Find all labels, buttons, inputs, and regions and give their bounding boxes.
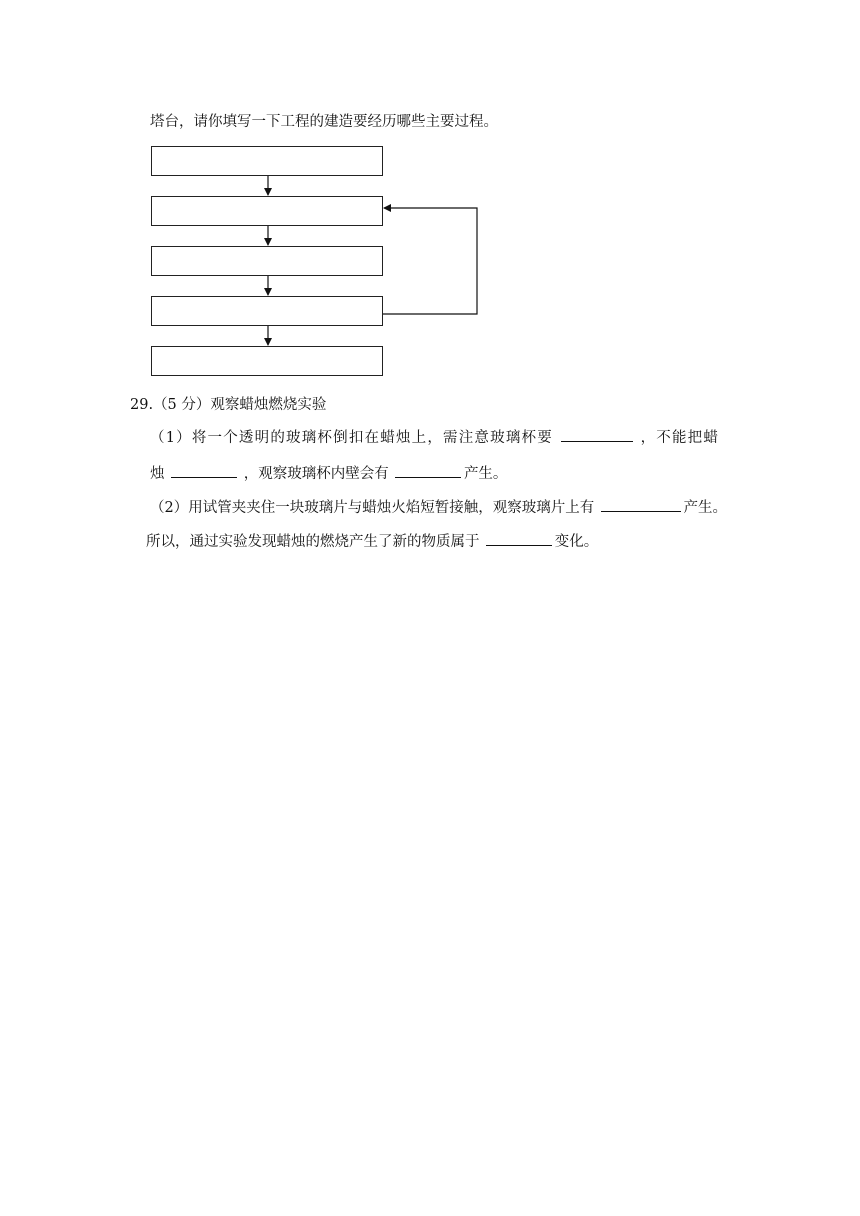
question-29-part1-line2 <box>150 463 507 484</box>
flowchart-box-4 <box>151 296 383 326</box>
flowchart-box-2 <box>151 196 383 226</box>
part2-text-d: 变化。 <box>554 534 599 550</box>
answer-blank-5[interactable] <box>486 531 552 546</box>
part2-text-a: （2）用试管夹夹住一块玻璃片与蜡烛火焰短暂接触，观察玻璃片上有 <box>150 500 595 516</box>
answer-blank-1[interactable] <box>561 427 633 442</box>
intro-text: 塔台，请你填写一下工程的建造要经历哪些主要过程。 <box>150 114 498 130</box>
answer-blank-3[interactable] <box>395 463 461 478</box>
flowchart-box-3 <box>151 246 383 276</box>
answer-blank-2[interactable] <box>171 463 237 478</box>
flowchart-box-5 <box>151 346 383 376</box>
flowchart-arrows <box>0 0 860 400</box>
flowchart-box-1 <box>151 146 383 176</box>
part1-text-e: 产生。 <box>463 466 508 482</box>
part1-text-a: （1）将一个透明的玻璃杯倒扣在蜡烛上，需注意玻璃杯要 <box>150 430 553 446</box>
part1-text-b: ，不能把蜡 <box>640 430 720 446</box>
question-29-part2-line2 <box>146 531 598 552</box>
answer-blank-4[interactable] <box>601 497 681 512</box>
part2-text-c: 所以，通过实验发现蜡烛的燃烧产生了新的物质属于 <box>146 534 480 550</box>
part1-text-c: 烛 <box>150 466 165 482</box>
question-29-part2-line1 <box>150 497 727 518</box>
question-29-part1-line1 <box>150 427 719 448</box>
feedback-loop-arrow <box>383 208 477 314</box>
question-29-heading: 29.（5 分）观察蜡烛燃烧实验 <box>130 397 327 413</box>
part2-text-b: 产生。 <box>683 500 727 516</box>
part1-text-d: ，观察玻璃杯内壁会有 <box>243 466 389 482</box>
